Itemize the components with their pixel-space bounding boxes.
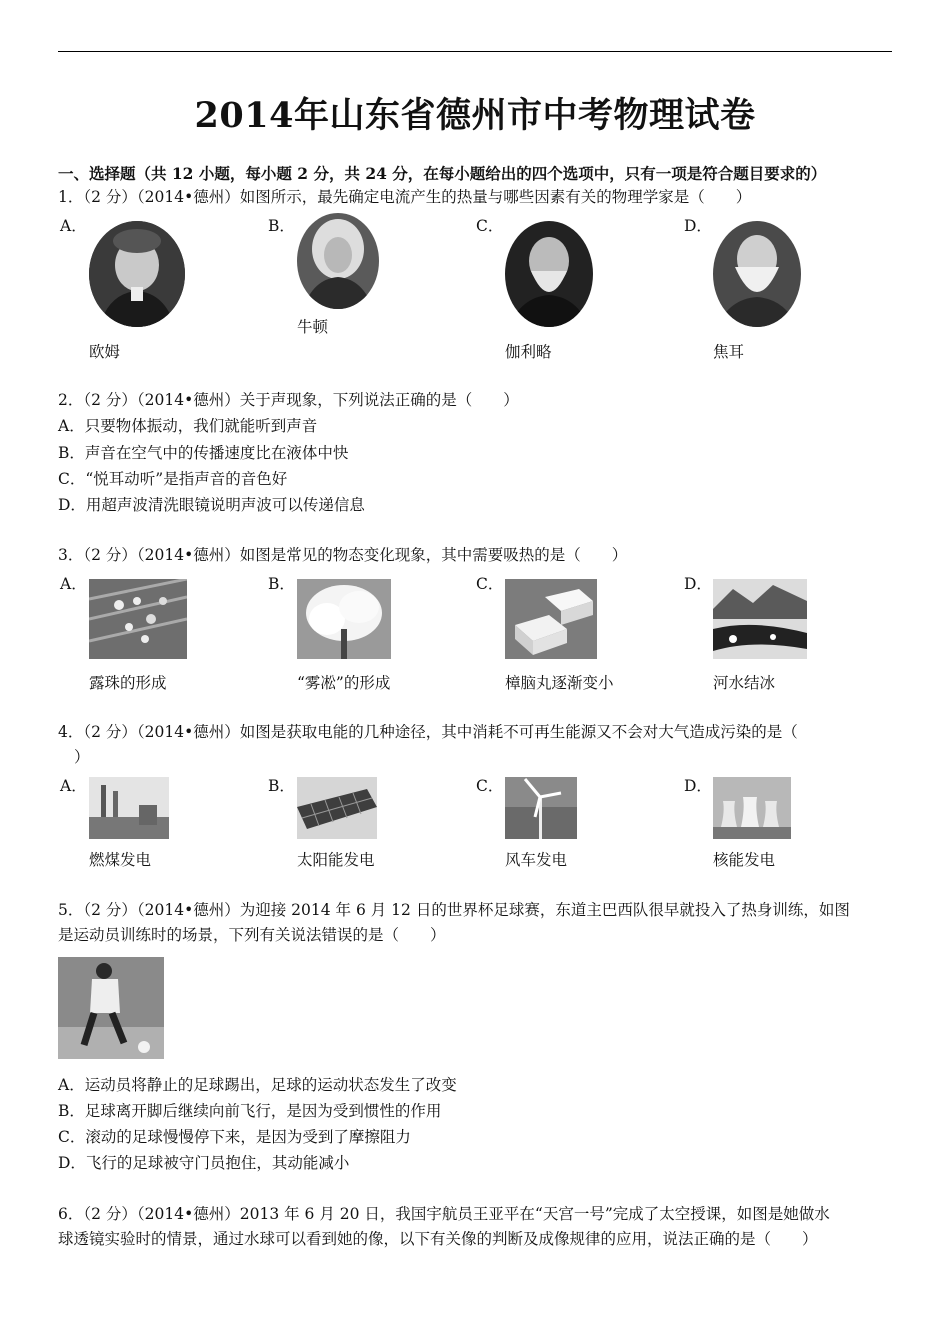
q4-option-b-caption: 太阳能发电 (297, 851, 375, 869)
question-4-stem-line2: ） (74, 748, 90, 766)
q4-option-c-caption: 风车发电 (505, 851, 568, 869)
q1-option-c-label: C． (476, 217, 504, 235)
q3-option-d-label: D． (684, 575, 712, 593)
section-heading: 一、选择题（共 12 小题，每小题 2 分，共 24 分，在每小题给出的四个选项中，只有一项是符合题目要求的） (58, 164, 827, 183)
question-6-stem-line1: 6．（2 分）（2014•德州）2013 年 6 月 20 日，我国宇航员王亚平在“天宫一号”完成了太空授课，如图是她做水 (58, 1205, 830, 1223)
q4-option-a-caption: 燃煤发电 (89, 851, 152, 869)
dew-drops-image (89, 579, 187, 659)
q4-option-d-caption: 核能发电 (713, 851, 776, 869)
q3-option-b-caption: “雾凇”的形成 (297, 674, 391, 692)
question-4-stem-line1: 4．（2 分）（2014•德州）如图是获取电能的几种途径，其中消耗不可再生能源又不会对大气造成污染的是（ (58, 723, 798, 741)
question-6-stem-line2: 球透镜实验时的情景，通过水球可以看到她的像，以下有关像的判断及成像规律的应用，说法正确的是（ ） (58, 1230, 818, 1248)
solar-power-image (297, 777, 377, 839)
q2-option-a: A．只要物体振动，我们就能听到声音 (58, 417, 318, 435)
q4-option-b-label: B． (268, 777, 295, 795)
river-ice-image (713, 579, 807, 659)
portrait-newton-image (297, 213, 379, 309)
q3-option-a-label: A． (60, 575, 87, 593)
q1-option-b-caption: 牛顿 (297, 318, 329, 336)
q5-option-a: A．运动员将静止的足球踢出，足球的运动状态发生了改变 (58, 1076, 457, 1094)
portrait-ohm-image (89, 221, 185, 327)
q2-option-d: D．用超声波清洗眼镜说明声波可以传递信息 (58, 496, 365, 514)
q3-option-b-label: B． (268, 575, 295, 593)
q1-option-a-label: A． (60, 217, 87, 235)
portrait-joule-image (713, 221, 801, 327)
nuclear-power-image (713, 777, 791, 839)
q3-option-d-caption: 河水结冰 (713, 674, 776, 692)
q1-option-a-caption: 欧姆 (89, 343, 121, 361)
q5-option-b: B．足球离开脚后继续向前飞行，是因为受到惯性的作用 (58, 1102, 442, 1120)
q2-option-b: B．声音在空气中的传播速度比在液体中快 (58, 444, 349, 462)
question-5-stem-line2: 是运动员训练时的场景，下列有关说法错误的是（ ） (58, 926, 446, 944)
question-5-stem-line1: 5．（2 分）（2014•德州）为迎接 2014 年 6 月 12 日的世界杯足球赛，东道主巴西队很早就投入了热身训练，如图 (58, 901, 850, 919)
q5-option-c: C．滚动的足球慢慢停下来，是因为受到了摩擦阻力 (58, 1128, 411, 1146)
q3-option-c-label: C． (476, 575, 504, 593)
question-1-stem: 1．（2 分）（2014•德州）如图所示，最先确定电流产生的热量与哪些因素有关的物理学家是（ ） (58, 188, 752, 206)
camphor-balls-image (505, 579, 597, 659)
question-3-stem: 3．（2 分）（2014•德州）如图是常见的物态变化现象，其中需要吸热的是（ ） (58, 546, 628, 564)
coal-power-image (89, 777, 169, 839)
q1-option-d-label: D． (684, 217, 712, 235)
q3-option-a-caption: 露珠的形成 (89, 674, 167, 692)
q2-option-c: C．“悦耳动听”是指声音的音色好 (58, 470, 288, 488)
page-title: 2014年山东省德州市中考物理试卷 (194, 95, 756, 136)
rime-tree-image (297, 579, 391, 659)
portrait-galileo-image (505, 221, 593, 327)
q5-option-d: D．飞行的足球被守门员抱住，其动能减小 (58, 1154, 350, 1172)
question-2-stem: 2．（2 分）（2014•德州）关于声现象，下列说法正确的是（ ） (58, 391, 519, 409)
q4-option-c-label: C． (476, 777, 504, 795)
q3-option-c-caption: 樟脑丸逐渐变小 (505, 674, 614, 692)
football-player-image (58, 957, 164, 1059)
wind-power-image (505, 777, 577, 839)
q4-option-a-label: A． (60, 777, 87, 795)
q1-option-b-label: B． (268, 217, 295, 235)
q4-option-d-label: D． (684, 777, 712, 795)
q1-option-c-caption: 伽利略 (505, 343, 552, 361)
header-rule (58, 51, 892, 52)
q1-option-d-caption: 焦耳 (713, 343, 745, 361)
